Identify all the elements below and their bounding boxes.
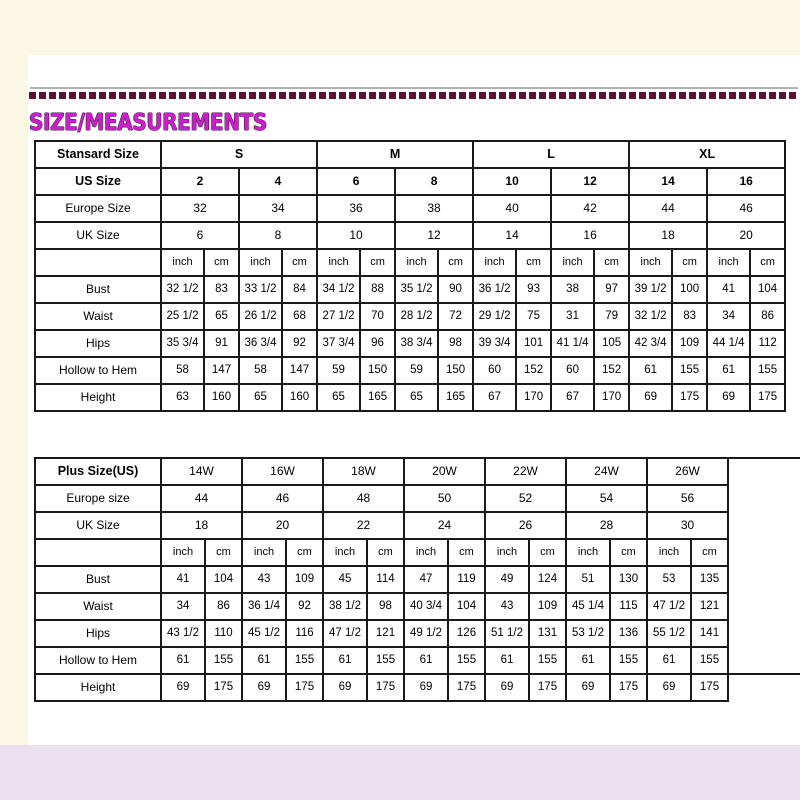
plus-cell-bust-4: 45 (323, 566, 367, 593)
plus-cell-height-9: 175 (529, 674, 566, 701)
cell-waist-14: 34 (707, 303, 750, 330)
cell-hollow-14: 61 (707, 357, 750, 384)
cell-hips-4: 37 3/4 (317, 330, 360, 357)
cell-height-14: 69 (707, 384, 750, 411)
cell-height-2: 65 (239, 384, 282, 411)
plus-size-header-3: 20W (404, 458, 485, 485)
unit-cm-1: cm (282, 249, 317, 276)
cell-bust-12: 39 1/2 (629, 276, 672, 303)
plus-size-header-2: 18W (323, 458, 404, 485)
cell-bust-1: 83 (204, 276, 239, 303)
cell-hollow-8: 60 (473, 357, 516, 384)
cell-hollow-0: 58 (161, 357, 204, 384)
cell-hollow-4: 59 (317, 357, 360, 384)
plus-cell-uk-6: 30 (647, 512, 728, 539)
plus-cell-uk-0: 18 (161, 512, 242, 539)
plus-cell-waist-7: 104 (448, 593, 485, 620)
cell-waist-5: 70 (360, 303, 395, 330)
row-label-europe-size: Europe Size (35, 195, 161, 222)
gray-rule-divider (30, 87, 798, 89)
cell-us-size-1: 4 (239, 168, 317, 195)
unit-inch-4: inch (473, 249, 516, 276)
cell-height-3: 160 (282, 384, 317, 411)
cell-hollow-2: 58 (239, 357, 282, 384)
cell-uk-size-2: 10 (317, 222, 395, 249)
plus-cell-hips-3: 116 (286, 620, 323, 647)
cell-europe-size-5: 42 (551, 195, 629, 222)
cell-height-5: 165 (360, 384, 395, 411)
cell-height-10: 67 (551, 384, 594, 411)
unit-cm-2: cm (360, 249, 395, 276)
plus-cell-bust-2: 43 (242, 566, 286, 593)
plus-cell-hollow-11: 155 (610, 647, 647, 674)
cell-waist-6: 28 1/2 (395, 303, 438, 330)
cell-bust-4: 34 1/2 (317, 276, 360, 303)
row-label-height: Height (35, 384, 161, 411)
plus-cell-waist-9: 109 (529, 593, 566, 620)
cell-waist-7: 72 (438, 303, 473, 330)
plus-cell-bust-11: 130 (610, 566, 647, 593)
plus-cell-hips-6: 49 1/2 (404, 620, 448, 647)
cell-waist-12: 32 1/2 (629, 303, 672, 330)
plus-row-label-uk-size: UK Size (35, 512, 161, 539)
cell-waist-4: 27 1/2 (317, 303, 360, 330)
plus-table-row-bust (35, 566, 800, 593)
plus-unit-cm-3: cm (448, 539, 485, 566)
standard-size-table (34, 140, 786, 412)
plus-size-table (34, 457, 800, 702)
cell-height-7: 165 (438, 384, 473, 411)
plus-cell-hips-7: 126 (448, 620, 485, 647)
cell-bust-3: 84 (282, 276, 317, 303)
plus-cell-height-12: 69 (647, 674, 691, 701)
cell-us-size-4: 10 (473, 168, 551, 195)
plus-cell-waist-2: 36 1/4 (242, 593, 286, 620)
cell-europe-size-0: 32 (161, 195, 239, 222)
plus-cell-europe-3: 50 (404, 485, 485, 512)
plus-table-row-height (35, 674, 800, 701)
unit-inch-3: inch (395, 249, 438, 276)
plus-row-label-hips: Hips (35, 620, 161, 647)
cell-bust-2: 33 1/2 (239, 276, 282, 303)
plus-cell-height-10: 69 (566, 674, 610, 701)
cell-bust-5: 88 (360, 276, 395, 303)
cell-uk-size-4: 14 (473, 222, 551, 249)
table-row-hips (35, 330, 785, 357)
row-label-hips: Hips (35, 330, 161, 357)
group-header-m: M (317, 141, 473, 168)
unit-cm-7: cm (750, 249, 785, 276)
cell-us-size-6: 14 (629, 168, 707, 195)
table-row-uk-size (35, 222, 785, 249)
cell-waist-10: 31 (551, 303, 594, 330)
row-label-hollow-to-hem: Hollow to Hem (35, 357, 161, 384)
plus-size-header-5: 24W (566, 458, 647, 485)
plus-row-label-height: Height (35, 674, 161, 701)
plus-size-header-0: 14W (161, 458, 242, 485)
plus-unit-cm-4: cm (529, 539, 566, 566)
cell-hips-11: 105 (594, 330, 629, 357)
cell-hips-10: 41 1/4 (551, 330, 594, 357)
plus-cell-europe-1: 46 (242, 485, 323, 512)
plus-row-label-bust: Bust (35, 566, 161, 593)
plus-table-row-units (35, 539, 800, 566)
plus-cell-hips-4: 47 1/2 (323, 620, 367, 647)
plus-unit-cm-1: cm (286, 539, 323, 566)
cell-height-8: 67 (473, 384, 516, 411)
cell-hips-15: 112 (750, 330, 785, 357)
group-header-s: S (161, 141, 317, 168)
plus-table-empty-column (728, 458, 800, 674)
plus-cell-hips-5: 121 (367, 620, 404, 647)
cell-bust-14: 41 (707, 276, 750, 303)
plus-table-row-hollow-to-hem (35, 647, 800, 674)
plus-row-label-waist: Waist (35, 593, 161, 620)
plus-cell-bust-1: 104 (205, 566, 242, 593)
plus-cell-height-8: 69 (485, 674, 529, 701)
plus-cell-height-7: 175 (448, 674, 485, 701)
cell-bust-15: 104 (750, 276, 785, 303)
plus-unit-cm-0: cm (205, 539, 242, 566)
cell-europe-size-6: 44 (629, 195, 707, 222)
cell-height-0: 63 (161, 384, 204, 411)
units-row-blank-label (35, 249, 161, 276)
plus-cell-hollow-1: 155 (205, 647, 242, 674)
plus-table-row-header (35, 458, 800, 485)
row-label-us-size: US Size (35, 168, 161, 195)
row-label-waist: Waist (35, 303, 161, 330)
plus-cell-hollow-10: 61 (566, 647, 610, 674)
table-row-us-size (35, 168, 785, 195)
cell-hips-8: 39 3/4 (473, 330, 516, 357)
group-header-l: L (473, 141, 629, 168)
group-header-xl: XL (629, 141, 785, 168)
plus-cell-hips-2: 45 1/2 (242, 620, 286, 647)
plus-cell-hollow-3: 155 (286, 647, 323, 674)
cell-hips-13: 109 (672, 330, 707, 357)
cell-hips-6: 38 3/4 (395, 330, 438, 357)
plus-cell-bust-13: 135 (691, 566, 728, 593)
cell-europe-size-3: 38 (395, 195, 473, 222)
unit-cm-3: cm (438, 249, 473, 276)
cell-hollow-11: 152 (594, 357, 629, 384)
plus-cell-hips-9: 131 (529, 620, 566, 647)
cell-hips-2: 36 3/4 (239, 330, 282, 357)
plus-cell-height-0: 69 (161, 674, 205, 701)
cell-height-11: 170 (594, 384, 629, 411)
cell-hollow-3: 147 (282, 357, 317, 384)
cell-us-size-2: 6 (317, 168, 395, 195)
plus-cell-waist-3: 92 (286, 593, 323, 620)
plus-cell-hollow-9: 155 (529, 647, 566, 674)
cell-hollow-13: 155 (672, 357, 707, 384)
dashed-rule-divider (29, 92, 799, 99)
bottom-color-band (0, 745, 800, 800)
plus-cell-waist-6: 40 3/4 (404, 593, 448, 620)
plus-cell-uk-3: 24 (404, 512, 485, 539)
plus-cell-bust-8: 49 (485, 566, 529, 593)
cell-bust-0: 32 1/2 (161, 276, 204, 303)
cell-uk-size-1: 8 (239, 222, 317, 249)
cell-waist-0: 25 1/2 (161, 303, 204, 330)
plus-cell-waist-13: 121 (691, 593, 728, 620)
plus-row-label-hollow-to-hem: Hollow to Hem (35, 647, 161, 674)
plus-cell-europe-0: 44 (161, 485, 242, 512)
cell-hollow-7: 150 (438, 357, 473, 384)
table-row-hollow-to-hem (35, 357, 785, 384)
cell-europe-size-1: 34 (239, 195, 317, 222)
table-row-units (35, 249, 785, 276)
cell-hips-0: 35 3/4 (161, 330, 204, 357)
plus-cell-waist-8: 43 (485, 593, 529, 620)
plus-cell-europe-4: 52 (485, 485, 566, 512)
plus-table-row-uk-size (35, 512, 800, 539)
unit-cm-5: cm (594, 249, 629, 276)
cell-height-15: 175 (750, 384, 785, 411)
unit-inch-5: inch (551, 249, 594, 276)
table-row-height (35, 384, 785, 411)
plus-cell-waist-4: 38 1/2 (323, 593, 367, 620)
plus-cell-height-3: 175 (286, 674, 323, 701)
plus-cell-uk-5: 28 (566, 512, 647, 539)
cell-height-4: 65 (317, 384, 360, 411)
plus-cell-waist-5: 98 (367, 593, 404, 620)
standard-size-label: Stansard Size (35, 141, 161, 168)
cell-us-size-5: 12 (551, 168, 629, 195)
plus-cell-waist-12: 47 1/2 (647, 593, 691, 620)
plus-cell-bust-6: 47 (404, 566, 448, 593)
plus-cell-hollow-4: 61 (323, 647, 367, 674)
plus-size-header-4: 22W (485, 458, 566, 485)
plus-cell-waist-1: 86 (205, 593, 242, 620)
cell-hollow-9: 152 (516, 357, 551, 384)
cell-bust-10: 38 (551, 276, 594, 303)
plus-size-label: Plus Size(US) (35, 458, 161, 485)
plus-cell-hips-12: 55 1/2 (647, 620, 691, 647)
plus-cell-hips-10: 53 1/2 (566, 620, 610, 647)
cell-height-12: 69 (629, 384, 672, 411)
plus-cell-hollow-13: 155 (691, 647, 728, 674)
cell-hollow-12: 61 (629, 357, 672, 384)
plus-cell-hips-8: 51 1/2 (485, 620, 529, 647)
plus-cell-europe-5: 54 (566, 485, 647, 512)
plus-unit-inch-3: inch (404, 539, 448, 566)
plus-cell-height-13: 175 (691, 674, 728, 701)
cell-uk-size-0: 6 (161, 222, 239, 249)
cell-waist-9: 75 (516, 303, 551, 330)
cell-hollow-6: 59 (395, 357, 438, 384)
cell-hips-3: 92 (282, 330, 317, 357)
plus-units-row-blank-label (35, 539, 161, 566)
cell-europe-size-7: 46 (707, 195, 785, 222)
plus-table-row-waist (35, 593, 800, 620)
plus-unit-inch-0: inch (161, 539, 205, 566)
cell-hollow-1: 147 (204, 357, 239, 384)
plus-unit-inch-2: inch (323, 539, 367, 566)
plus-cell-bust-10: 51 (566, 566, 610, 593)
plus-cell-height-11: 175 (610, 674, 647, 701)
cell-us-size-3: 8 (395, 168, 473, 195)
plus-unit-inch-4: inch (485, 539, 529, 566)
unit-inch-2: inch (317, 249, 360, 276)
cell-height-13: 175 (672, 384, 707, 411)
plus-cell-waist-10: 45 1/4 (566, 593, 610, 620)
cell-uk-size-6: 18 (629, 222, 707, 249)
cell-hips-5: 96 (360, 330, 395, 357)
cell-hips-1: 91 (204, 330, 239, 357)
plus-table-row-europe-size (35, 485, 800, 512)
table-row-waist (35, 303, 785, 330)
cell-waist-1: 65 (204, 303, 239, 330)
plus-cell-uk-4: 26 (485, 512, 566, 539)
row-label-uk-size: UK Size (35, 222, 161, 249)
cell-bust-13: 100 (672, 276, 707, 303)
row-label-bust: Bust (35, 276, 161, 303)
plus-cell-europe-2: 48 (323, 485, 404, 512)
page-title: SIZE/MEASUREMENTS (29, 110, 267, 136)
unit-inch-6: inch (629, 249, 672, 276)
unit-cm-0: cm (204, 249, 239, 276)
cell-height-1: 160 (204, 384, 239, 411)
cell-bust-11: 97 (594, 276, 629, 303)
unit-cm-6: cm (672, 249, 707, 276)
cell-bust-9: 93 (516, 276, 551, 303)
plus-cell-hollow-8: 61 (485, 647, 529, 674)
cell-bust-8: 36 1/2 (473, 276, 516, 303)
plus-cell-hips-11: 136 (610, 620, 647, 647)
cell-height-9: 170 (516, 384, 551, 411)
plus-cell-hips-0: 43 1/2 (161, 620, 205, 647)
plus-cell-waist-0: 34 (161, 593, 205, 620)
cell-waist-13: 83 (672, 303, 707, 330)
cell-waist-2: 26 1/2 (239, 303, 282, 330)
cell-waist-11: 79 (594, 303, 629, 330)
plus-cell-bust-7: 119 (448, 566, 485, 593)
plus-cell-bust-12: 53 (647, 566, 691, 593)
cell-us-size-7: 16 (707, 168, 785, 195)
cell-uk-size-7: 20 (707, 222, 785, 249)
plus-cell-hips-1: 110 (205, 620, 242, 647)
table-row-europe-size (35, 195, 785, 222)
plus-unit-inch-1: inch (242, 539, 286, 566)
unit-cm-4: cm (516, 249, 551, 276)
cell-hollow-10: 60 (551, 357, 594, 384)
plus-cell-bust-0: 41 (161, 566, 205, 593)
unit-inch-1: inch (239, 249, 282, 276)
table-row-bust (35, 276, 785, 303)
plus-cell-hollow-0: 61 (161, 647, 205, 674)
plus-cell-height-1: 175 (205, 674, 242, 701)
plus-unit-inch-6: inch (647, 539, 691, 566)
cell-hollow-15: 155 (750, 357, 785, 384)
cell-hips-14: 44 1/4 (707, 330, 750, 357)
cell-waist-8: 29 1/2 (473, 303, 516, 330)
cell-height-6: 65 (395, 384, 438, 411)
cell-bust-7: 90 (438, 276, 473, 303)
cell-hips-7: 98 (438, 330, 473, 357)
plus-cell-hollow-6: 61 (404, 647, 448, 674)
plus-table-row-hips (35, 620, 800, 647)
plus-cell-bust-5: 114 (367, 566, 404, 593)
plus-size-header-1: 16W (242, 458, 323, 485)
cell-uk-size-5: 16 (551, 222, 629, 249)
plus-cell-height-5: 175 (367, 674, 404, 701)
cell-europe-size-2: 36 (317, 195, 395, 222)
plus-unit-cm-5: cm (610, 539, 647, 566)
unit-inch-0: inch (161, 249, 204, 276)
plus-unit-inch-5: inch (566, 539, 610, 566)
cell-europe-size-4: 40 (473, 195, 551, 222)
cell-us-size-0: 2 (161, 168, 239, 195)
plus-cell-hollow-7: 155 (448, 647, 485, 674)
plus-cell-uk-1: 20 (242, 512, 323, 539)
cell-hollow-5: 150 (360, 357, 395, 384)
plus-unit-cm-6: cm (691, 539, 728, 566)
plus-cell-height-4: 69 (323, 674, 367, 701)
plus-cell-bust-9: 124 (529, 566, 566, 593)
plus-row-label-europe-size: Europe size (35, 485, 161, 512)
plus-cell-hollow-12: 61 (647, 647, 691, 674)
plus-cell-hollow-2: 61 (242, 647, 286, 674)
plus-size-header-6: 26W (647, 458, 728, 485)
plus-cell-hips-13: 141 (691, 620, 728, 647)
cell-waist-3: 68 (282, 303, 317, 330)
plus-cell-height-6: 69 (404, 674, 448, 701)
table-row-group-header (35, 141, 785, 168)
cell-waist-15: 86 (750, 303, 785, 330)
unit-inch-7: inch (707, 249, 750, 276)
plus-cell-waist-11: 115 (610, 593, 647, 620)
cell-hips-9: 101 (516, 330, 551, 357)
plus-cell-uk-2: 22 (323, 512, 404, 539)
plus-cell-height-2: 69 (242, 674, 286, 701)
cell-hips-12: 42 3/4 (629, 330, 672, 357)
plus-unit-cm-2: cm (367, 539, 404, 566)
plus-cell-hollow-5: 155 (367, 647, 404, 674)
cell-bust-6: 35 1/2 (395, 276, 438, 303)
plus-cell-europe-6: 56 (647, 485, 728, 512)
plus-cell-bust-3: 109 (286, 566, 323, 593)
cell-uk-size-3: 12 (395, 222, 473, 249)
